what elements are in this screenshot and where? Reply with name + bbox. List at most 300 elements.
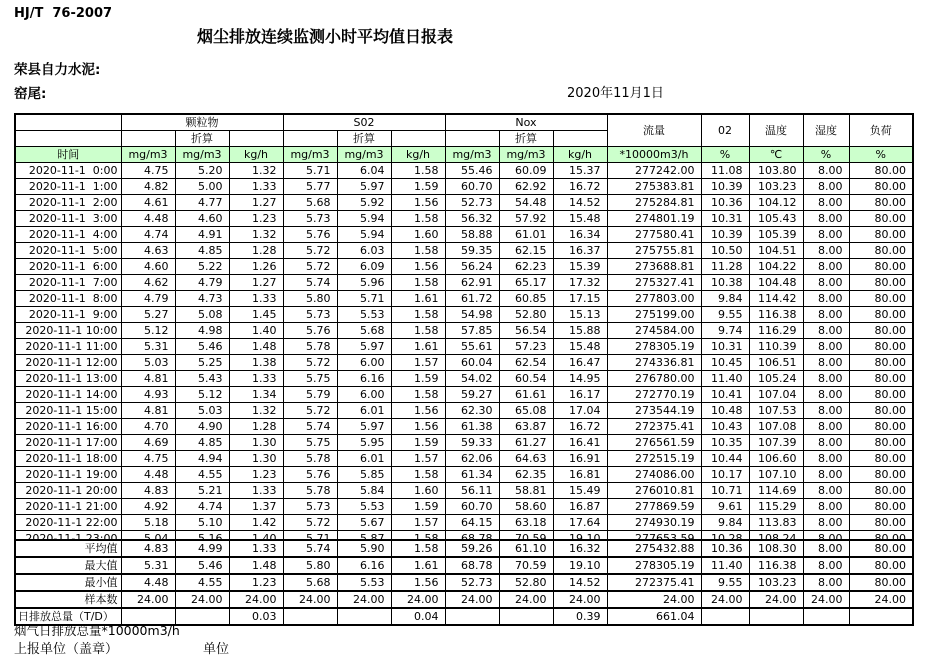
summary-value-cell: 24.00: [499, 591, 553, 608]
value-cell: 1.48: [229, 339, 283, 355]
value-cell: 5.46: [175, 339, 229, 355]
value-cell: 16.17: [553, 387, 607, 403]
hourly-rows: [15, 163, 913, 559]
summary-value-cell: 16.32: [553, 540, 607, 557]
value-cell: 5.75: [283, 371, 337, 387]
table-row: [15, 195, 913, 211]
summary-value-cell: 24.00: [283, 591, 337, 608]
reporting-unit-label: 上报单位（盖章）: [14, 642, 119, 657]
unit-cell: %: [849, 147, 913, 163]
value-cell: 15.88: [553, 323, 607, 339]
value-cell: 5.73: [283, 211, 337, 227]
value-cell: 1.59: [391, 179, 445, 195]
time-cell: 2020-11-1 11:00: [15, 339, 121, 355]
time-cell: 2020-11-1 0:00: [15, 163, 121, 179]
value-cell: 113.83: [749, 515, 803, 531]
value-cell: 275755.81: [607, 243, 701, 259]
value-cell: 6.03: [337, 243, 391, 259]
value-cell: 1.27: [229, 275, 283, 291]
value-cell: 276010.81: [607, 483, 701, 499]
summary-value-cell: 6.16: [337, 557, 391, 574]
summary-value-cell: 52.73: [445, 574, 499, 591]
table-row: [15, 275, 913, 291]
summary-value-cell: 24.00: [445, 591, 499, 608]
value-cell: 106.60: [749, 451, 803, 467]
summary-value-cell: 10.36: [701, 540, 749, 557]
value-cell: 275383.81: [607, 179, 701, 195]
time-cell: 2020-11-1 7:00: [15, 275, 121, 291]
value-cell: 8.00: [803, 291, 849, 307]
value-cell: 5.27: [121, 307, 175, 323]
empty-cell: [121, 131, 175, 147]
value-cell: 10.31: [701, 339, 749, 355]
empty-cell: [229, 131, 283, 147]
value-cell: 5.77: [283, 179, 337, 195]
value-cell: 15.37: [553, 163, 607, 179]
value-cell: 54.98: [445, 307, 499, 323]
summary-value-cell: [849, 608, 913, 625]
report-date: 2020年11月1日: [567, 86, 664, 101]
value-cell: 1.57: [391, 355, 445, 371]
value-cell: 5.79: [283, 387, 337, 403]
col-group-so2: S02: [283, 114, 445, 131]
table-row: [15, 291, 913, 307]
value-cell: 4.94: [175, 451, 229, 467]
value-cell: 115.29: [749, 499, 803, 515]
value-cell: 17.04: [553, 403, 607, 419]
time-cell: 2020-11-1 6:00: [15, 259, 121, 275]
value-cell: 10.31: [701, 211, 749, 227]
value-cell: 55.46: [445, 163, 499, 179]
value-cell: 5.85: [337, 467, 391, 483]
value-cell: 9.84: [701, 515, 749, 531]
summary-value-cell: 24.00: [803, 591, 849, 608]
table-row: [15, 259, 913, 275]
time-cell: 2020-11-1 22:00: [15, 515, 121, 531]
value-cell: 5.78: [283, 451, 337, 467]
value-cell: 1.45: [229, 307, 283, 323]
value-cell: 107.53: [749, 403, 803, 419]
value-cell: 14.95: [553, 371, 607, 387]
col-header-humidity: 湿度: [803, 114, 849, 147]
value-cell: 8.00: [803, 371, 849, 387]
value-cell: 6.04: [337, 163, 391, 179]
summary-value-cell: [499, 608, 553, 625]
value-cell: 278305.19: [607, 339, 701, 355]
unit-cell: kg/h: [229, 147, 283, 163]
value-cell: 80.00: [849, 163, 913, 179]
unit-cell: mg/m3: [175, 147, 229, 163]
value-cell: 60.09: [499, 163, 553, 179]
value-cell: 62.35: [499, 467, 553, 483]
summary-label-cell: 平均值: [15, 540, 121, 557]
value-cell: 1.32: [229, 163, 283, 179]
time-cell: 2020-11-1 5:00: [15, 243, 121, 259]
value-cell: 59.33: [445, 435, 499, 451]
value-cell: 5.67: [337, 515, 391, 531]
time-cell: 2020-11-1 13:00: [15, 371, 121, 387]
value-cell: 273544.19: [607, 403, 701, 419]
value-cell: 61.38: [445, 419, 499, 435]
value-cell: 16.91: [553, 451, 607, 467]
value-cell: 5.00: [175, 179, 229, 195]
summary-value-cell: 0.04: [391, 608, 445, 625]
value-cell: 16.72: [553, 179, 607, 195]
value-cell: 5.75: [283, 435, 337, 451]
summary-value-cell: 11.40: [701, 557, 749, 574]
value-cell: 1.33: [229, 371, 283, 387]
summary-value-cell: 1.33: [229, 540, 283, 557]
value-cell: 1.56: [391, 419, 445, 435]
summary-value-cell: 1.23: [229, 574, 283, 591]
value-cell: 16.41: [553, 435, 607, 451]
value-cell: 5.84: [337, 483, 391, 499]
value-cell: 5.97: [337, 179, 391, 195]
value-cell: 8.00: [803, 419, 849, 435]
time-cell: 2020-11-1 21:00: [15, 499, 121, 515]
value-cell: 80.00: [849, 307, 913, 323]
value-cell: 1.27: [229, 195, 283, 211]
summary-value-cell: 8.00: [803, 574, 849, 591]
value-cell: 8.00: [803, 451, 849, 467]
summary-table: [14, 539, 914, 626]
value-cell: 10.48: [701, 403, 749, 419]
empty-cell: [553, 131, 607, 147]
value-cell: 107.39: [749, 435, 803, 451]
value-cell: 272515.19: [607, 451, 701, 467]
value-cell: 6.00: [337, 355, 391, 371]
value-cell: 272375.41: [607, 419, 701, 435]
value-cell: 5.76: [283, 323, 337, 339]
value-cell: 80.00: [849, 179, 913, 195]
value-cell: 11.40: [701, 371, 749, 387]
value-cell: 277242.00: [607, 163, 701, 179]
company-name: 荣县自力水泥:: [14, 62, 101, 78]
converted-header-so2: 折算: [337, 131, 391, 147]
time-cell: 2020-11-1 20:00: [15, 483, 121, 499]
col-header-temperature: 温度: [749, 114, 803, 147]
summary-value-cell: 24.00: [701, 591, 749, 608]
value-cell: 16.81: [553, 467, 607, 483]
value-cell: 5.68: [337, 323, 391, 339]
value-cell: 10.41: [701, 387, 749, 403]
value-cell: 61.27: [499, 435, 553, 451]
value-cell: 80.00: [849, 275, 913, 291]
summary-value-cell: 80.00: [849, 540, 913, 557]
value-cell: 1.26: [229, 259, 283, 275]
value-cell: 4.85: [175, 243, 229, 259]
value-cell: 1.61: [391, 291, 445, 307]
col-header-flow: 流量: [607, 114, 701, 147]
empty-cell: [283, 131, 337, 147]
col-header-load: 负荷: [849, 114, 913, 147]
time-cell: 2020-11-1 17:00: [15, 435, 121, 451]
value-cell: 114.42: [749, 291, 803, 307]
value-cell: 5.96: [337, 275, 391, 291]
value-cell: 8.00: [803, 195, 849, 211]
summary-value-cell: 52.80: [499, 574, 553, 591]
summary-value-cell: 24.00: [121, 591, 175, 608]
value-cell: 16.37: [553, 243, 607, 259]
value-cell: 10.44: [701, 451, 749, 467]
value-cell: 274801.19: [607, 211, 701, 227]
value-cell: 277580.41: [607, 227, 701, 243]
summary-value-cell: 5.90: [337, 540, 391, 557]
value-cell: 62.30: [445, 403, 499, 419]
standard-code: HJ/T 76-2007: [14, 6, 113, 21]
value-cell: 5.72: [283, 403, 337, 419]
value-cell: 1.58: [391, 243, 445, 259]
time-cell: 2020-11-1 10:00: [15, 323, 121, 339]
value-cell: 55.61: [445, 339, 499, 355]
table-row: [15, 371, 913, 387]
value-cell: 56.24: [445, 259, 499, 275]
table-row: [15, 227, 913, 243]
value-cell: 5.74: [283, 419, 337, 435]
value-cell: 1.56: [391, 195, 445, 211]
empty-cell: [445, 131, 499, 147]
value-cell: 5.43: [175, 371, 229, 387]
value-cell: 107.10: [749, 467, 803, 483]
value-cell: 1.59: [391, 435, 445, 451]
value-cell: 54.48: [499, 195, 553, 211]
value-cell: 105.24: [749, 371, 803, 387]
value-cell: 57.85: [445, 323, 499, 339]
value-cell: 5.80: [283, 291, 337, 307]
summary-value-cell: 1.56: [391, 574, 445, 591]
value-cell: 103.80: [749, 163, 803, 179]
summary-value-cell: [701, 608, 749, 625]
col-group-nox: Nox: [445, 114, 607, 131]
value-cell: 1.58: [391, 323, 445, 339]
summary-value-cell: 4.99: [175, 540, 229, 557]
time-cell: 2020-11-1 18:00: [15, 451, 121, 467]
value-cell: 10.71: [701, 483, 749, 499]
empty-cell: [391, 131, 445, 147]
value-cell: 5.25: [175, 355, 229, 371]
value-cell: 105.39: [749, 227, 803, 243]
flue-gas-daily-total-label: 烟气日排放总量*10000m3/h: [14, 623, 180, 638]
value-cell: 5.53: [337, 307, 391, 323]
value-cell: 10.50: [701, 243, 749, 259]
value-cell: 1.38: [229, 355, 283, 371]
summary-label-cell: 最大值: [15, 557, 121, 574]
value-cell: 80.00: [849, 387, 913, 403]
value-cell: 8.00: [803, 467, 849, 483]
value-cell: 16.47: [553, 355, 607, 371]
value-cell: 80.00: [849, 499, 913, 515]
value-cell: 5.71: [283, 163, 337, 179]
value-cell: 10.17: [701, 467, 749, 483]
value-cell: 61.72: [445, 291, 499, 307]
summary-value-cell: 4.55: [175, 574, 229, 591]
time-cell: 2020-11-1 16:00: [15, 419, 121, 435]
value-cell: 104.51: [749, 243, 803, 259]
table-row: [15, 307, 913, 323]
value-cell: 1.58: [391, 467, 445, 483]
summary-label-cell: 最小值: [15, 574, 121, 591]
value-cell: 62.54: [499, 355, 553, 371]
unit-cell: mg/m3: [283, 147, 337, 163]
value-cell: 6.01: [337, 451, 391, 467]
value-cell: 80.00: [849, 419, 913, 435]
value-cell: 5.18: [121, 515, 175, 531]
value-cell: 80.00: [849, 291, 913, 307]
site-name: 窑尾:: [14, 86, 47, 102]
summary-label-cell: 样本数: [15, 591, 121, 608]
header-units-row: [15, 147, 913, 163]
summary-value-cell: 80.00: [849, 574, 913, 591]
value-cell: 4.79: [121, 291, 175, 307]
value-cell: 5.92: [337, 195, 391, 211]
value-cell: 4.69: [121, 435, 175, 451]
value-cell: 1.34: [229, 387, 283, 403]
value-cell: 80.00: [849, 483, 913, 499]
unit-cell: mg/m3: [121, 147, 175, 163]
summary-value-cell: 0.39: [553, 608, 607, 625]
summary-value-cell: 5.74: [283, 540, 337, 557]
value-cell: 114.69: [749, 483, 803, 499]
value-cell: 15.39: [553, 259, 607, 275]
value-cell: 9.84: [701, 291, 749, 307]
summary-value-cell: [337, 608, 391, 625]
summary-value-cell: 5.46: [175, 557, 229, 574]
value-cell: 5.78: [283, 339, 337, 355]
unit-cell: %: [803, 147, 849, 163]
value-cell: 272770.19: [607, 387, 701, 403]
value-cell: 5.72: [283, 515, 337, 531]
value-cell: 4.74: [175, 499, 229, 515]
value-cell: 4.85: [175, 435, 229, 451]
summary-value-cell: 275432.88: [607, 540, 701, 557]
value-cell: 80.00: [849, 195, 913, 211]
summary-value-cell: 5.53: [337, 574, 391, 591]
col-header-o2: 02: [701, 114, 749, 147]
value-cell: 8.00: [803, 499, 849, 515]
table-row: [15, 467, 913, 483]
value-cell: 62.92: [499, 179, 553, 195]
value-cell: 8.00: [803, 243, 849, 259]
value-cell: 116.38: [749, 307, 803, 323]
table-row: [15, 179, 913, 195]
value-cell: 5.73: [283, 307, 337, 323]
value-cell: 4.48: [121, 467, 175, 483]
value-cell: 59.27: [445, 387, 499, 403]
value-cell: 1.40: [229, 323, 283, 339]
value-cell: 63.87: [499, 419, 553, 435]
table-row: [15, 403, 913, 419]
summary-rows: [15, 540, 913, 625]
value-cell: 65.17: [499, 275, 553, 291]
summary-value-cell: 9.55: [701, 574, 749, 591]
value-cell: 10.35: [701, 435, 749, 451]
value-cell: 107.08: [749, 419, 803, 435]
summary-value-cell: 272375.41: [607, 574, 701, 591]
value-cell: 80.00: [849, 515, 913, 531]
value-cell: 1.32: [229, 227, 283, 243]
value-cell: 5.76: [283, 227, 337, 243]
value-cell: 80.00: [849, 371, 913, 387]
value-cell: 10.39: [701, 179, 749, 195]
value-cell: 1.58: [391, 163, 445, 179]
value-cell: 275327.41: [607, 275, 701, 291]
table-row: [15, 355, 913, 371]
value-cell: 5.12: [175, 387, 229, 403]
value-cell: 4.55: [175, 467, 229, 483]
summary-value-cell: 103.23: [749, 574, 803, 591]
value-cell: 4.93: [121, 387, 175, 403]
summary-value-cell: 61.10: [499, 540, 553, 557]
summary-value-cell: 80.00: [849, 557, 913, 574]
value-cell: 57.92: [499, 211, 553, 227]
summary-value-cell: [749, 608, 803, 625]
value-cell: 16.34: [553, 227, 607, 243]
value-cell: 5.72: [283, 259, 337, 275]
value-cell: 5.12: [121, 323, 175, 339]
value-cell: 5.76: [283, 467, 337, 483]
value-cell: 4.61: [121, 195, 175, 211]
value-cell: 60.04: [445, 355, 499, 371]
value-cell: 62.23: [499, 259, 553, 275]
corner-cell: [15, 114, 121, 131]
value-cell: 1.58: [391, 307, 445, 323]
table-row: [15, 243, 913, 259]
value-cell: 80.00: [849, 435, 913, 451]
value-cell: 274086.00: [607, 467, 701, 483]
value-cell: 4.98: [175, 323, 229, 339]
value-cell: 1.59: [391, 371, 445, 387]
time-cell: 2020-11-1 3:00: [15, 211, 121, 227]
value-cell: 4.73: [175, 291, 229, 307]
value-cell: 8.00: [803, 435, 849, 451]
value-cell: 276780.00: [607, 371, 701, 387]
summary-value-cell: 24.00: [849, 591, 913, 608]
value-cell: 15.48: [553, 339, 607, 355]
converted-header-nox: 折算: [499, 131, 553, 147]
summary-value-cell: 5.80: [283, 557, 337, 574]
summary-row: [15, 574, 913, 591]
value-cell: 10.39: [701, 227, 749, 243]
time-cell: 2020-11-1 2:00: [15, 195, 121, 211]
unit-cell: %: [701, 147, 749, 163]
value-cell: 107.04: [749, 387, 803, 403]
value-cell: 5.03: [121, 355, 175, 371]
value-cell: 5.94: [337, 227, 391, 243]
summary-value-cell: 19.10: [553, 557, 607, 574]
value-cell: 62.15: [499, 243, 553, 259]
value-cell: 1.23: [229, 211, 283, 227]
value-cell: 56.54: [499, 323, 553, 339]
value-cell: 52.80: [499, 307, 553, 323]
value-cell: 62.06: [445, 451, 499, 467]
value-cell: 104.48: [749, 275, 803, 291]
value-cell: 58.60: [499, 499, 553, 515]
value-cell: 4.70: [121, 419, 175, 435]
time-cell: 2020-11-1 15:00: [15, 403, 121, 419]
value-cell: 5.72: [283, 243, 337, 259]
value-cell: 1.57: [391, 515, 445, 531]
value-cell: 59.35: [445, 243, 499, 259]
col-group-particulate: 颗粒物: [121, 114, 283, 131]
summary-value-cell: 24.00: [749, 591, 803, 608]
value-cell: 5.20: [175, 163, 229, 179]
value-cell: 60.70: [445, 179, 499, 195]
value-cell: 60.70: [445, 499, 499, 515]
table-row: [15, 163, 913, 179]
value-cell: 17.32: [553, 275, 607, 291]
value-cell: 1.59: [391, 499, 445, 515]
summary-value-cell: [283, 608, 337, 625]
